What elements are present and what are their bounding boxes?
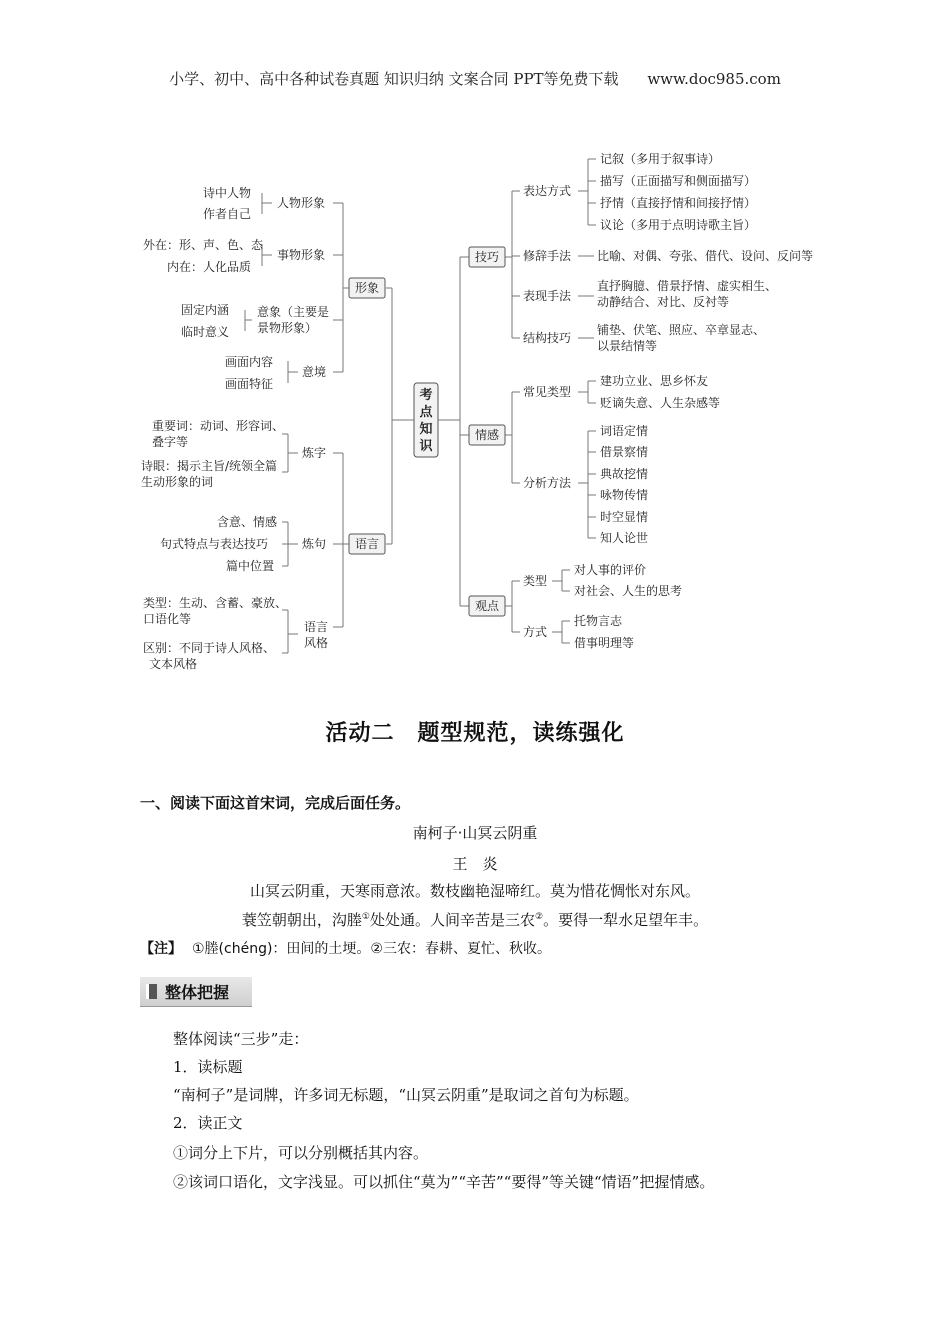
leaf-yixiang-2: 临时意义 [181, 325, 230, 339]
node-yuyan: 语言 [354, 537, 380, 551]
leaf-shiwu-2: 内在：人化品质 [167, 260, 252, 274]
annotation-text: ①塍(chéng)：田间的土埂。②三农：春耕、夏忙、秋收。 [192, 941, 551, 957]
node-fangshi: 方式 [523, 625, 548, 639]
node-yixiang-1: 意象（主要是 [257, 305, 330, 319]
node-lianju: 炼句 [302, 537, 327, 551]
poem-line-2b: 处处通。人间辛苦是三农 [369, 911, 535, 929]
header-text: 小学、初中、高中各种试卷真题 知识归纳 文案合同 PPT等免费下载 [169, 70, 619, 88]
node-jiegou: 结构技巧 [523, 331, 572, 345]
section-badge [140, 977, 252, 1007]
node-shiwu: 事物形象 [277, 248, 326, 262]
leaf-biaoxian-2: 动静结合、对比、反衬等 [597, 295, 730, 309]
leaf-fengge-1b: 口语化等 [143, 612, 192, 626]
leaf-biaoda-2: 描写（正面描写和侧面描写） [600, 174, 757, 188]
leaf-lianzi-2b: 生动形象的词 [141, 475, 214, 489]
leaf-biaoda-1: 记叙（多用于叙事诗） [600, 152, 721, 166]
leaf-leixing-2: 对社会、人生的思考 [574, 584, 683, 598]
leaf-fangshi-1: 托物言志 [574, 614, 623, 628]
node-leixing: 类型 [523, 574, 548, 588]
node-jiqiao: 技巧 [474, 250, 500, 264]
node-yijing: 意境 [302, 365, 327, 379]
leaf-lianzi-1a: 重要词：动词、形容词、 [152, 419, 285, 433]
leaf-fenxi-3: 典故挖情 [600, 467, 649, 481]
poem-line-1: 山冥云阴重，天寒雨意浓。数枝幽艳湿啼红。莫为惜花惆怅对东风。 [249, 882, 700, 900]
leaf-renwu-1: 诗中人物 [203, 186, 252, 200]
center-char-2: 点 [419, 405, 433, 420]
leaf-jiegou-2: 以景结情等 [597, 339, 658, 353]
node-yixiang-2: 景物形象） [257, 321, 318, 335]
leaf-fengge-2a: 区别：不同于诗人风格、 [143, 641, 276, 655]
leaf-fenxi-2: 借景察情 [600, 445, 649, 459]
center-char-3: 知 [419, 422, 433, 437]
node-renwu: 人物形象 [277, 196, 326, 210]
body-p5: ①词分上下片，可以分别概括其内容。 [173, 1144, 429, 1162]
section-title: 活动二 题型规范，读练强化 [325, 721, 625, 746]
leaf-fengge-1a: 类型：生动、含蓄、豪放、 [143, 596, 288, 610]
leaf-leixing-1: 对人事的评价 [574, 563, 647, 577]
leaf-fenxi-4: 咏物传情 [600, 488, 649, 502]
leaf-lianju-1: 含意、情感 [217, 515, 278, 529]
annotation-tag: 【注】 [140, 941, 182, 957]
node-changjian: 常见类型 [523, 385, 572, 399]
leaf-yixiang-1: 固定内涵 [181, 303, 230, 317]
node-fengge-2: 风格 [304, 636, 329, 650]
leaf-xiuci: 比喻、对偶、夸张、借代、设问、反问等 [597, 249, 814, 263]
page-header [0, 68, 950, 89]
body-p4: 2．读正文 [173, 1114, 243, 1132]
leaf-fengge-2b: 文本风格 [149, 657, 198, 671]
node-lianzi: 炼字 [302, 446, 327, 460]
leaf-biaoda-4: 议论（多用于点明诗歌主旨） [600, 218, 757, 232]
node-biaoda: 表达方式 [523, 184, 572, 198]
node-fenxi: 分析方法 [523, 476, 572, 490]
annotation [140, 938, 551, 958]
leaf-fenxi-6: 知人论世 [600, 531, 649, 545]
leaf-changjian-1: 建功立业、思乡怀友 [600, 374, 709, 388]
leaf-lianzi-2a: 诗眼：揭示主旨/统领全篇 [141, 459, 278, 473]
node-biaoxian: 表现手法 [523, 289, 572, 303]
body-p6: ②该词口语化，文字浅显。可以抓住“莫为”“辛苦”“要得”等关键“情语”把握情感。 [173, 1173, 715, 1191]
leaf-lianju-3: 篇中位置 [226, 559, 275, 573]
center-char-4: 识 [419, 439, 433, 454]
body-p3: “南柯子”是词牌，许多词无标题，“山冥云阴重”是取词之首句为标题。 [173, 1086, 639, 1104]
poem-author: 王 炎 [452, 855, 498, 873]
leaf-fenxi-5: 时空显情 [600, 510, 649, 524]
header-url: www.doc985.com [647, 70, 781, 88]
poem-line-2c: 。要得一犁水足望年丰。 [543, 911, 709, 929]
leaf-changjian-2: 贬谪失意、人生杂感等 [600, 396, 721, 410]
node-fengge-1: 语言 [304, 620, 329, 634]
leaf-yijing-1: 画面内容 [225, 355, 274, 369]
node-xiuci: 修辞手法 [523, 249, 572, 263]
leaf-lianju-2: 句式特点与表达技巧 [160, 537, 269, 551]
footnote-ref-1: ① [361, 912, 370, 922]
leaf-fenxi-1: 词语定情 [600, 424, 649, 438]
badge-label: 整体把握 [165, 983, 230, 1002]
leaf-shiwu-1: 外在：形、声、色、态 [143, 238, 264, 252]
leaf-renwu-2: 作者自己 [203, 207, 252, 221]
node-xingxiang: 形象 [354, 281, 380, 295]
node-qinggan: 情感 [474, 428, 500, 442]
leaf-fangshi-2: 借事明理等 [574, 636, 635, 650]
center-char-1: 考 [419, 388, 433, 403]
knowledge-mindmap [0, 140, 950, 680]
leaf-lianzi-1b: 叠字等 [152, 435, 189, 449]
body-p1: 整体阅读“三步”走： [173, 1030, 309, 1048]
poem-title: 南柯子·山冥云阴重 [412, 824, 538, 842]
badge-bar-icon [146, 984, 157, 999]
poem-line-2 [0, 909, 950, 930]
poem-line-2a: 蓑笠朝朝出，沟塍 [241, 911, 362, 929]
leaf-yijing-2: 画面特征 [225, 377, 274, 391]
leaf-biaoxian-1: 直抒胸臆、借景抒情、虚实相生、 [597, 279, 778, 293]
node-guandian: 观点 [474, 599, 500, 613]
body-p2: 1．读标题 [173, 1058, 243, 1076]
question-prompt: 一、阅读下面这首宋词，完成后面任务。 [140, 794, 411, 812]
leaf-jiegou-1: 铺垫、伏笔、照应、卒章显志、 [597, 323, 766, 337]
leaf-biaoda-3: 抒情（直接抒情和间接抒情） [600, 196, 757, 210]
footnote-ref-2: ② [535, 912, 544, 922]
